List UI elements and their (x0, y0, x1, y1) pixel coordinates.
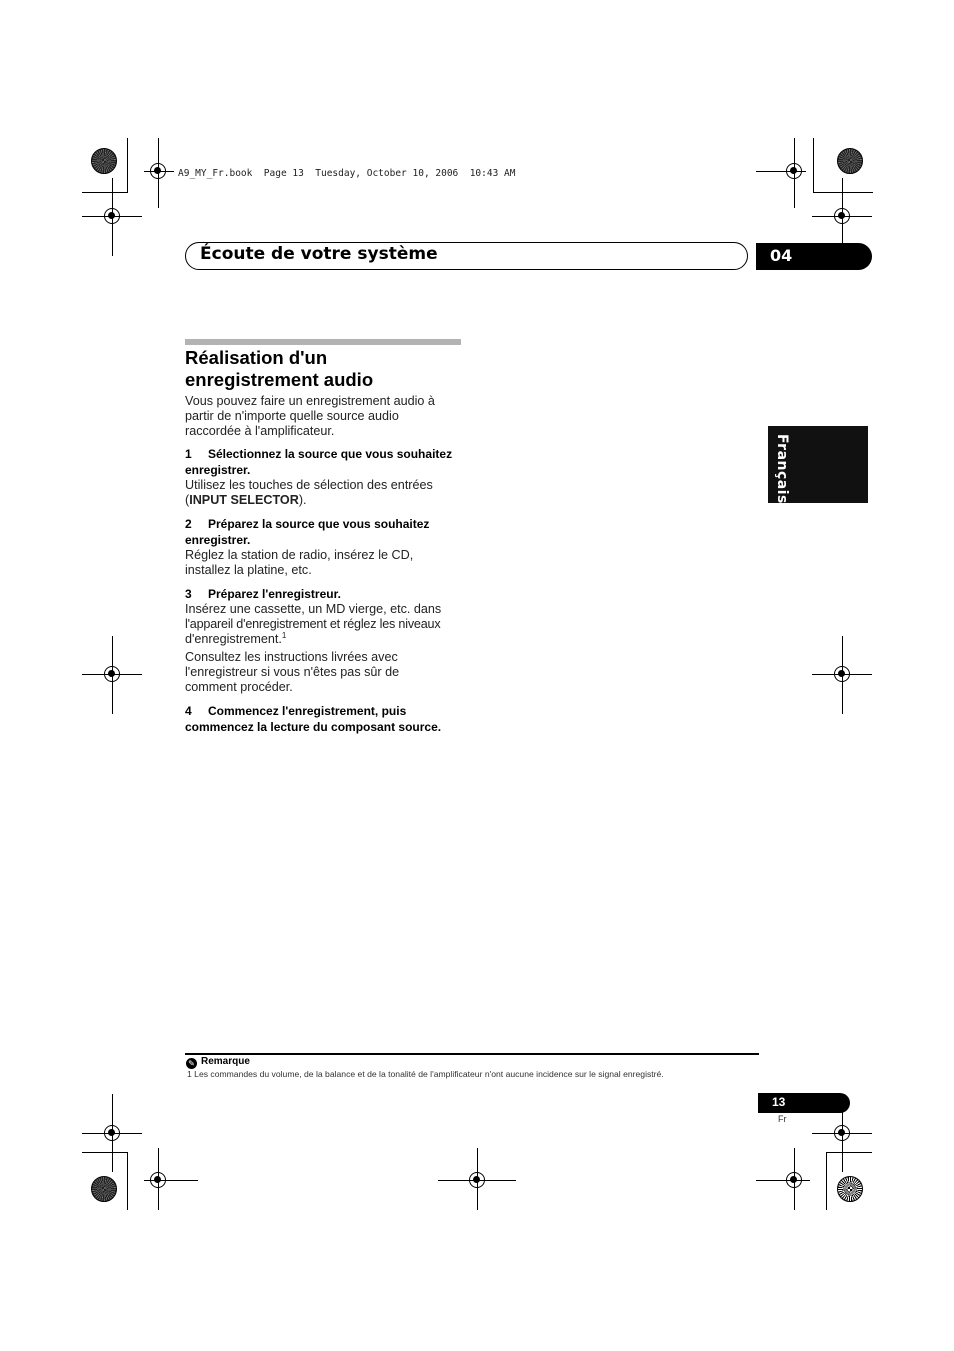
section-intro (185, 394, 465, 439)
step-body-line: Réglez la station de radio, insérez le CD, (185, 548, 414, 562)
step-1-title (185, 446, 465, 478)
registration-mark-icon (834, 208, 850, 224)
footnote-ref: 1 (281, 631, 287, 640)
step-3-title (185, 586, 465, 602)
step-3-body (185, 602, 465, 647)
chapter-title: Écoute de votre système (200, 244, 438, 264)
step-body-line: comment procéder. (185, 680, 293, 694)
note-rule (185, 1053, 759, 1055)
step-number: 1 (185, 447, 192, 461)
registration-mark-icon (150, 163, 166, 179)
registration-mark-icon (150, 1172, 166, 1188)
step-body-text: d'enregistrement. (185, 632, 282, 646)
language-tab (768, 426, 868, 503)
registration-mark-icon (834, 666, 850, 682)
step-body-line (185, 493, 465, 508)
step-body-line: Utilisez les touches de sélection des entrées (185, 478, 433, 492)
step-title-line: Sélectionnez la source que vous souhaitez (208, 447, 453, 461)
language-tab-label: Français (774, 434, 790, 504)
chapter-number-badge: 04 (756, 243, 872, 270)
step-number: 4 (185, 704, 192, 718)
step-number: 3 (185, 587, 192, 601)
registration-mark-icon (786, 163, 802, 179)
registration-mark-icon (104, 1125, 120, 1141)
page-number-badge: 13 (758, 1093, 850, 1113)
step-body-line: l'appareil d'enregistrement et réglez les niveaux (185, 617, 441, 631)
registration-mark-icon (104, 666, 120, 682)
step-body-line: Insérez une cassette, un MD vierge, etc. dans (185, 602, 442, 616)
footnote-text: 1 Les commandes du volume, de la balance et de la tonalité de l'amplificateur n'ont aucune incidence sur le signal enregistré. (187, 1069, 664, 1079)
registration-mark-icon (469, 1172, 485, 1188)
step-2-title (185, 516, 465, 548)
step-body-line (185, 632, 465, 647)
intro-line: raccordée à l'amplificateur. (185, 424, 335, 438)
step-number: 2 (185, 517, 192, 531)
step-3-body-2 (185, 650, 465, 695)
paren-close: ). (298, 493, 307, 507)
page-language-code: Fr (778, 1114, 787, 1124)
step-title-line: enregistrer. (185, 533, 251, 547)
registration-mark-icon (834, 1125, 850, 1141)
intro-line: Vous pouvez faire un enregistrement audio à (185, 394, 435, 408)
step-title-line: enregistrer. (185, 463, 251, 477)
registration-mark-icon (786, 1172, 802, 1188)
step-title-line: Préparez l'enregistreur. (208, 587, 341, 601)
step-body-line: installez la platine, etc. (185, 563, 312, 577)
step-title-line: Commencez l'enregistrement, puis (208, 704, 407, 718)
step-body-line: Consultez les instructions livrées avec (185, 650, 398, 664)
registration-wheel-icon (91, 148, 117, 174)
note-pen-icon: ✎ (186, 1058, 197, 1069)
step-2-body (185, 548, 465, 578)
section-title: Réalisation d'un enregistrement audio (185, 347, 374, 390)
step-body-line: l'enregistreur si vous n'êtes pas sûr de (185, 665, 400, 679)
section-rule (185, 339, 461, 345)
registration-wheel-icon (837, 148, 863, 174)
note-label: Remarque (201, 1056, 250, 1067)
file-info-line: A9_MY_Fr.book Page 13 Tuesday, October 10, 2006 10:43 AM (178, 168, 516, 179)
registration-mark-icon (104, 208, 120, 224)
step-4-title (185, 703, 465, 735)
intro-line: partir de n'importe quelle source audio (185, 409, 399, 423)
paren-open: ( (185, 493, 190, 507)
registration-wheel-icon (837, 1176, 863, 1202)
input-selector-label: INPUT SELECTOR (189, 493, 299, 507)
registration-wheel-icon (91, 1176, 117, 1202)
step-title-line: commencez la lecture du composant source. (185, 720, 442, 734)
step-title-line: Préparez la source que vous souhaitez (208, 517, 430, 531)
step-1-body (185, 478, 465, 508)
